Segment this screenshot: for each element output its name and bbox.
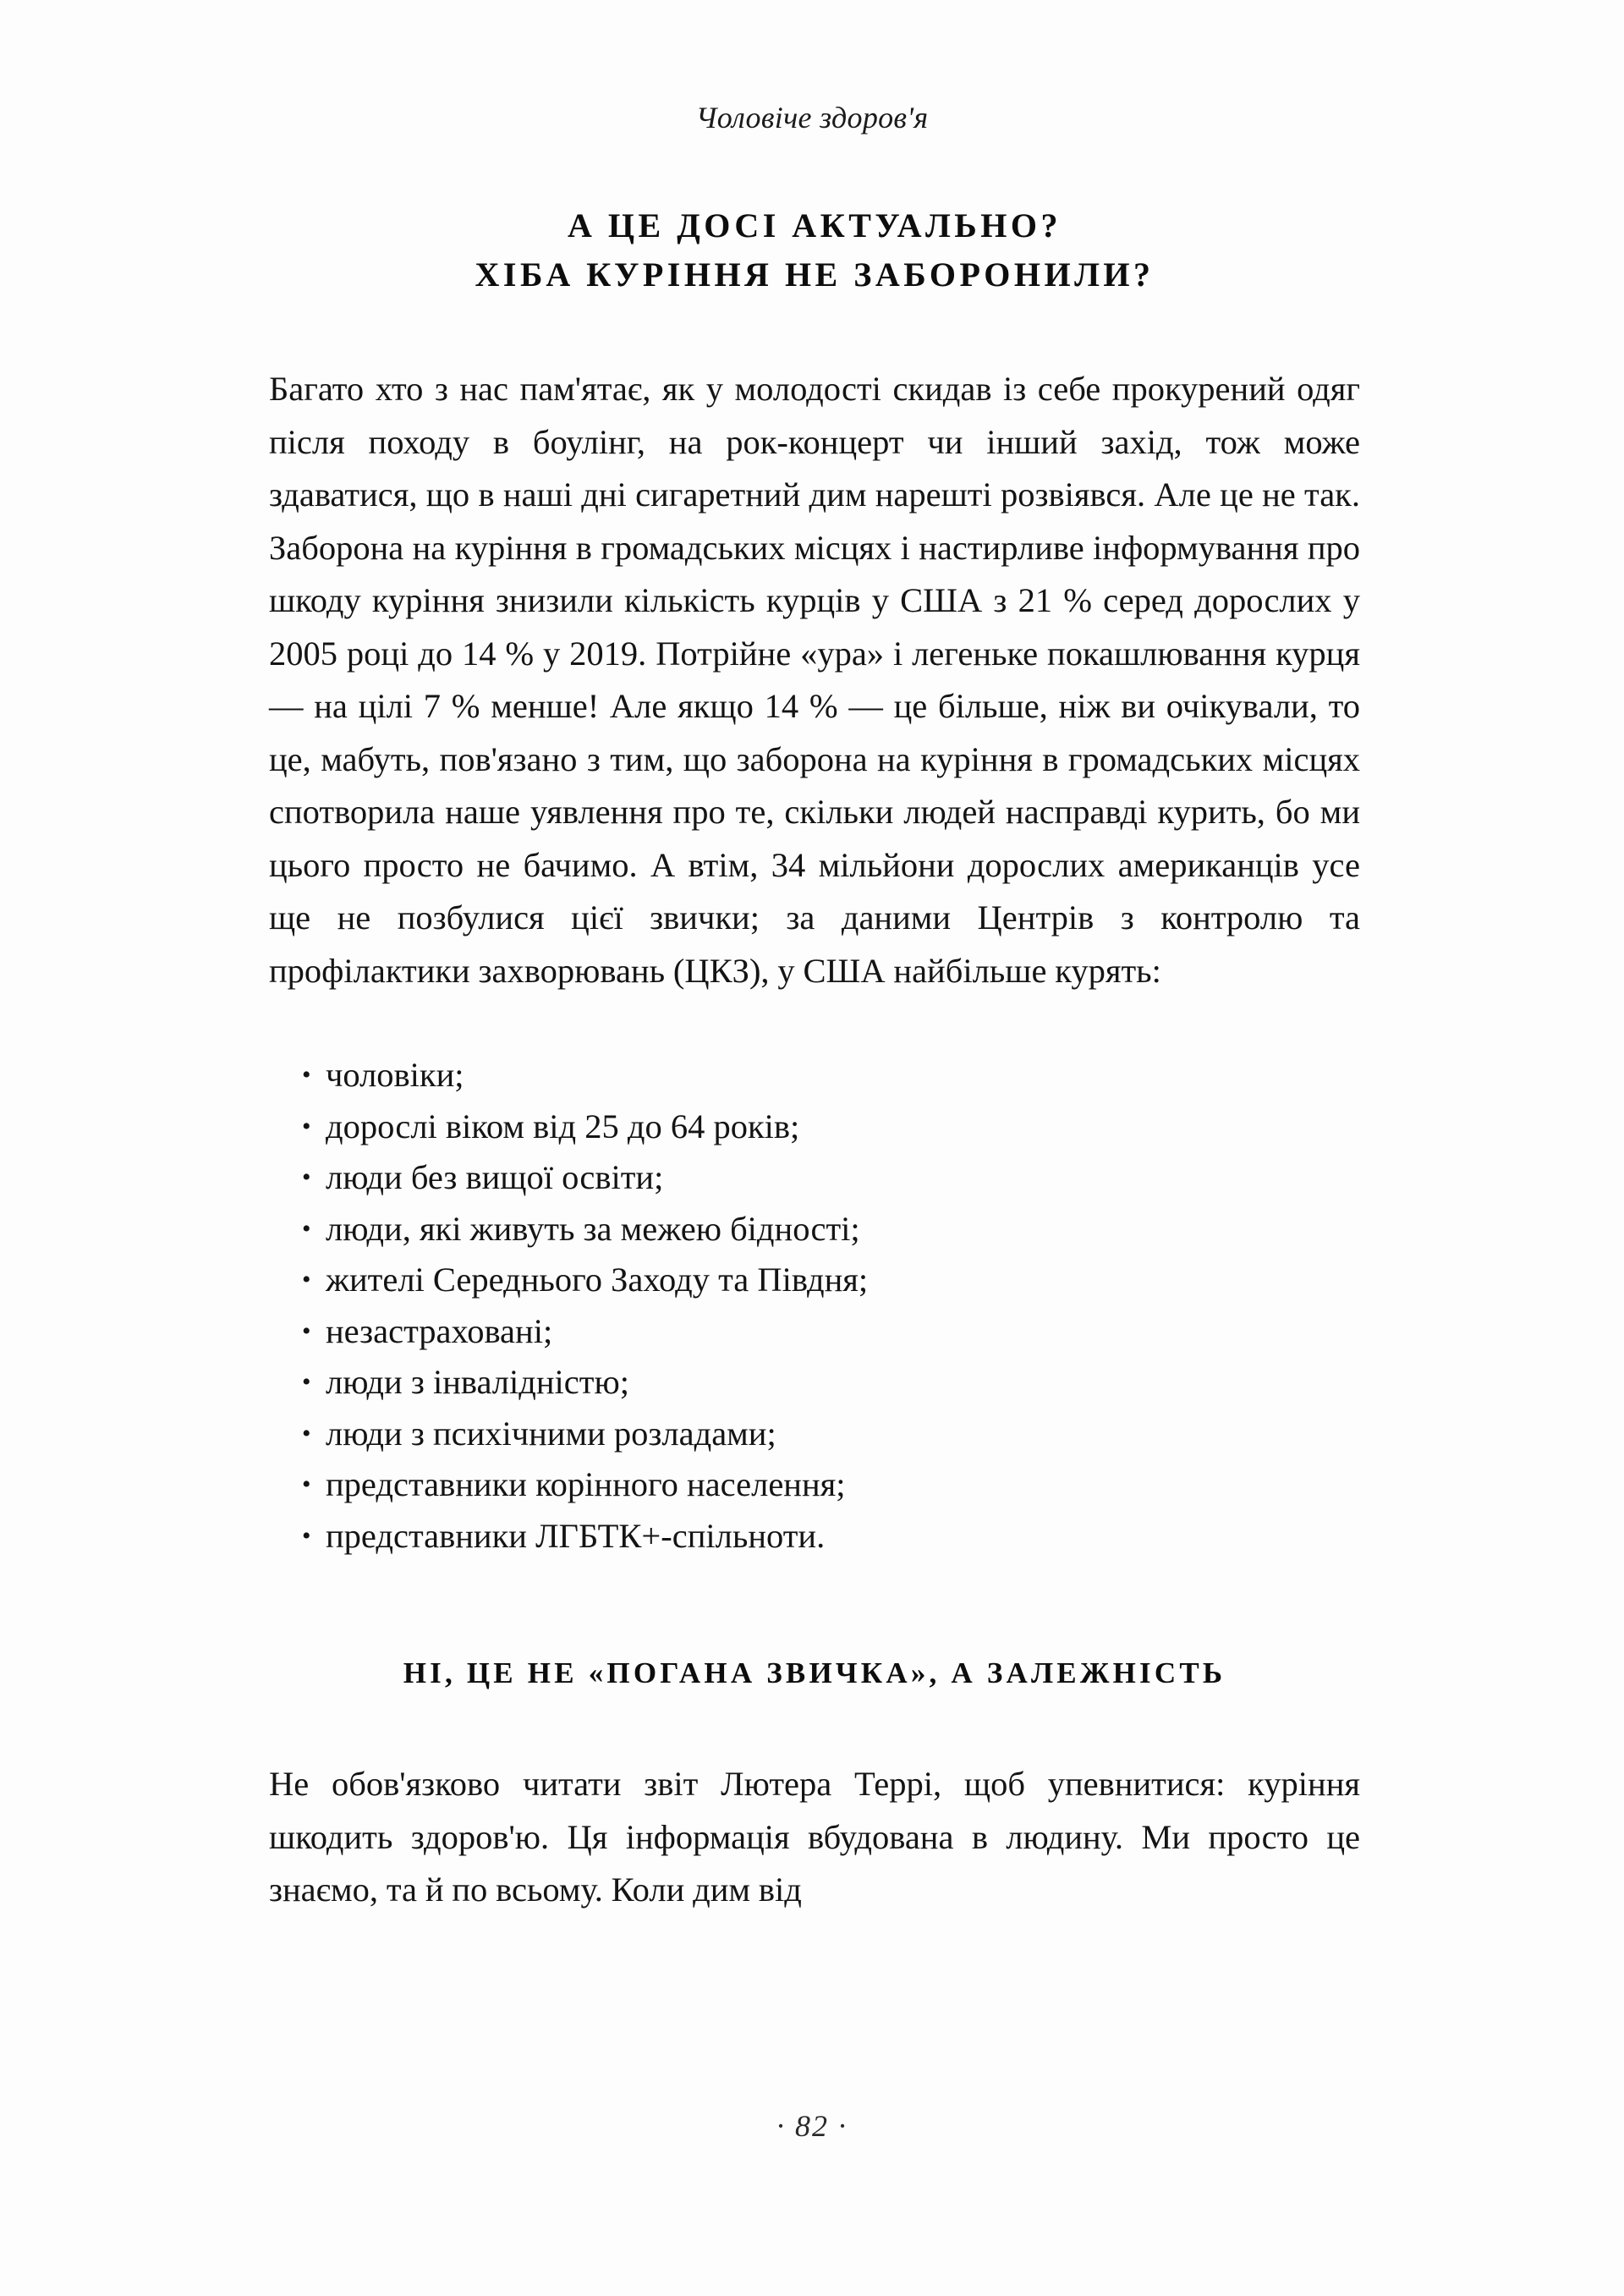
- list-item-label: чоловіки;: [326, 1056, 464, 1094]
- list-item: [302, 1357, 1360, 1409]
- bullet-icon: •: [302, 1419, 311, 1447]
- bullet-icon: •: [302, 1316, 311, 1345]
- list-item: [302, 1152, 1360, 1204]
- list-item-label: представники ЛГБТК+-спільноти.: [326, 1516, 826, 1555]
- bullet-icon: •: [302, 1368, 311, 1396]
- bullet-icon: •: [302, 1061, 311, 1089]
- text-column: [269, 0, 1360, 1917]
- list-item: [302, 1459, 1360, 1511]
- list-item: [302, 1409, 1360, 1460]
- list-item: [302, 1255, 1360, 1306]
- list-item-label: представники корінного населення;: [326, 1465, 846, 1503]
- chapter-title: [269, 0, 1360, 299]
- intro-paragraph: Багато хто з нас пам'ятає, як у молодості скидав із себе прокурений одяг після походу в боулінг, на рок-концерт чи інший захід, тож може здаватися, що в наші дні сигаретний дим нарешті розвіявся. Але це не так. Заборона на куріння в громадських місцях і настирливе інформування про шкоду куріння знизили кількість курців у США з 21 % серед дорослих у 2005 році до 14 % у 2019. Потрійне «ура» і легеньке покашлювання курця — на цілі 7 % менше! Але якщо 14 % — це більше, ніж ви очікували, то це, мабуть, пов'язано з тим, що заборона на куріння в громадських місцях спотворила наше уявлення про те, скільки людей насправді курить, бо ми цього просто не бачимо. А втім, 34 мільйони дорослих американців усе ще не позбулися цієї звички; за даними Центрів з контролю та профілактики захворювань (ЦКЗ), у США найбільше курять:: [269, 370, 1360, 990]
- section-heading: НІ, ЦЕ НЕ «ПОГАНА ЗВИЧКА», А ЗАЛЕЖНІСТЬ: [403, 1656, 1226, 1689]
- bullet-icon: •: [302, 1470, 311, 1498]
- list-item-label: незастраховані;: [326, 1311, 553, 1350]
- bullet-icon: •: [302, 1163, 311, 1191]
- running-header: Чоловіче здоров'я: [695, 101, 929, 135]
- list-item-label: люди з інвалідністю;: [326, 1363, 629, 1401]
- page-number: · 82 ·: [776, 2109, 848, 2143]
- list-item-label: люди з психічними розладами;: [326, 1414, 776, 1453]
- list-item-label: люди, які живуть за межею бідності;: [326, 1209, 860, 1248]
- bullet-icon: •: [302, 1214, 311, 1243]
- list-item: [302, 1050, 1360, 1101]
- bullet-icon: •: [302, 1521, 311, 1550]
- chapter-title-line-1: А ЦЕ ДОСІ АКТУАЛЬНО?: [568, 206, 1062, 244]
- list-item: [302, 1511, 1360, 1563]
- list-item: [302, 1204, 1360, 1255]
- list-item: [302, 1306, 1360, 1358]
- list-item-label: люди без вищої освіти;: [326, 1158, 664, 1196]
- smokers-list: [269, 1050, 1360, 1562]
- bullet-icon: •: [302, 1266, 311, 1294]
- list-item-label: жителі Середнього Заходу та Півдня;: [326, 1261, 869, 1299]
- chapter-title-line-2: ХІБА КУРІННЯ НЕ ЗАБОРОНИЛИ?: [475, 255, 1155, 294]
- list-item: [302, 1101, 1360, 1153]
- closing-paragraph: Не обов'язково читати звіт Лютера Террі, щоб упевнитися: куріння шкодить здоров'ю. Ця інформація вбудована в людину. Ми просто це знаємо, та й по всьому. Коли дим від: [269, 1765, 1360, 1909]
- list-item-label: дорослі віком від 25 до 64 років;: [326, 1107, 800, 1145]
- bullet-icon: •: [302, 1112, 311, 1140]
